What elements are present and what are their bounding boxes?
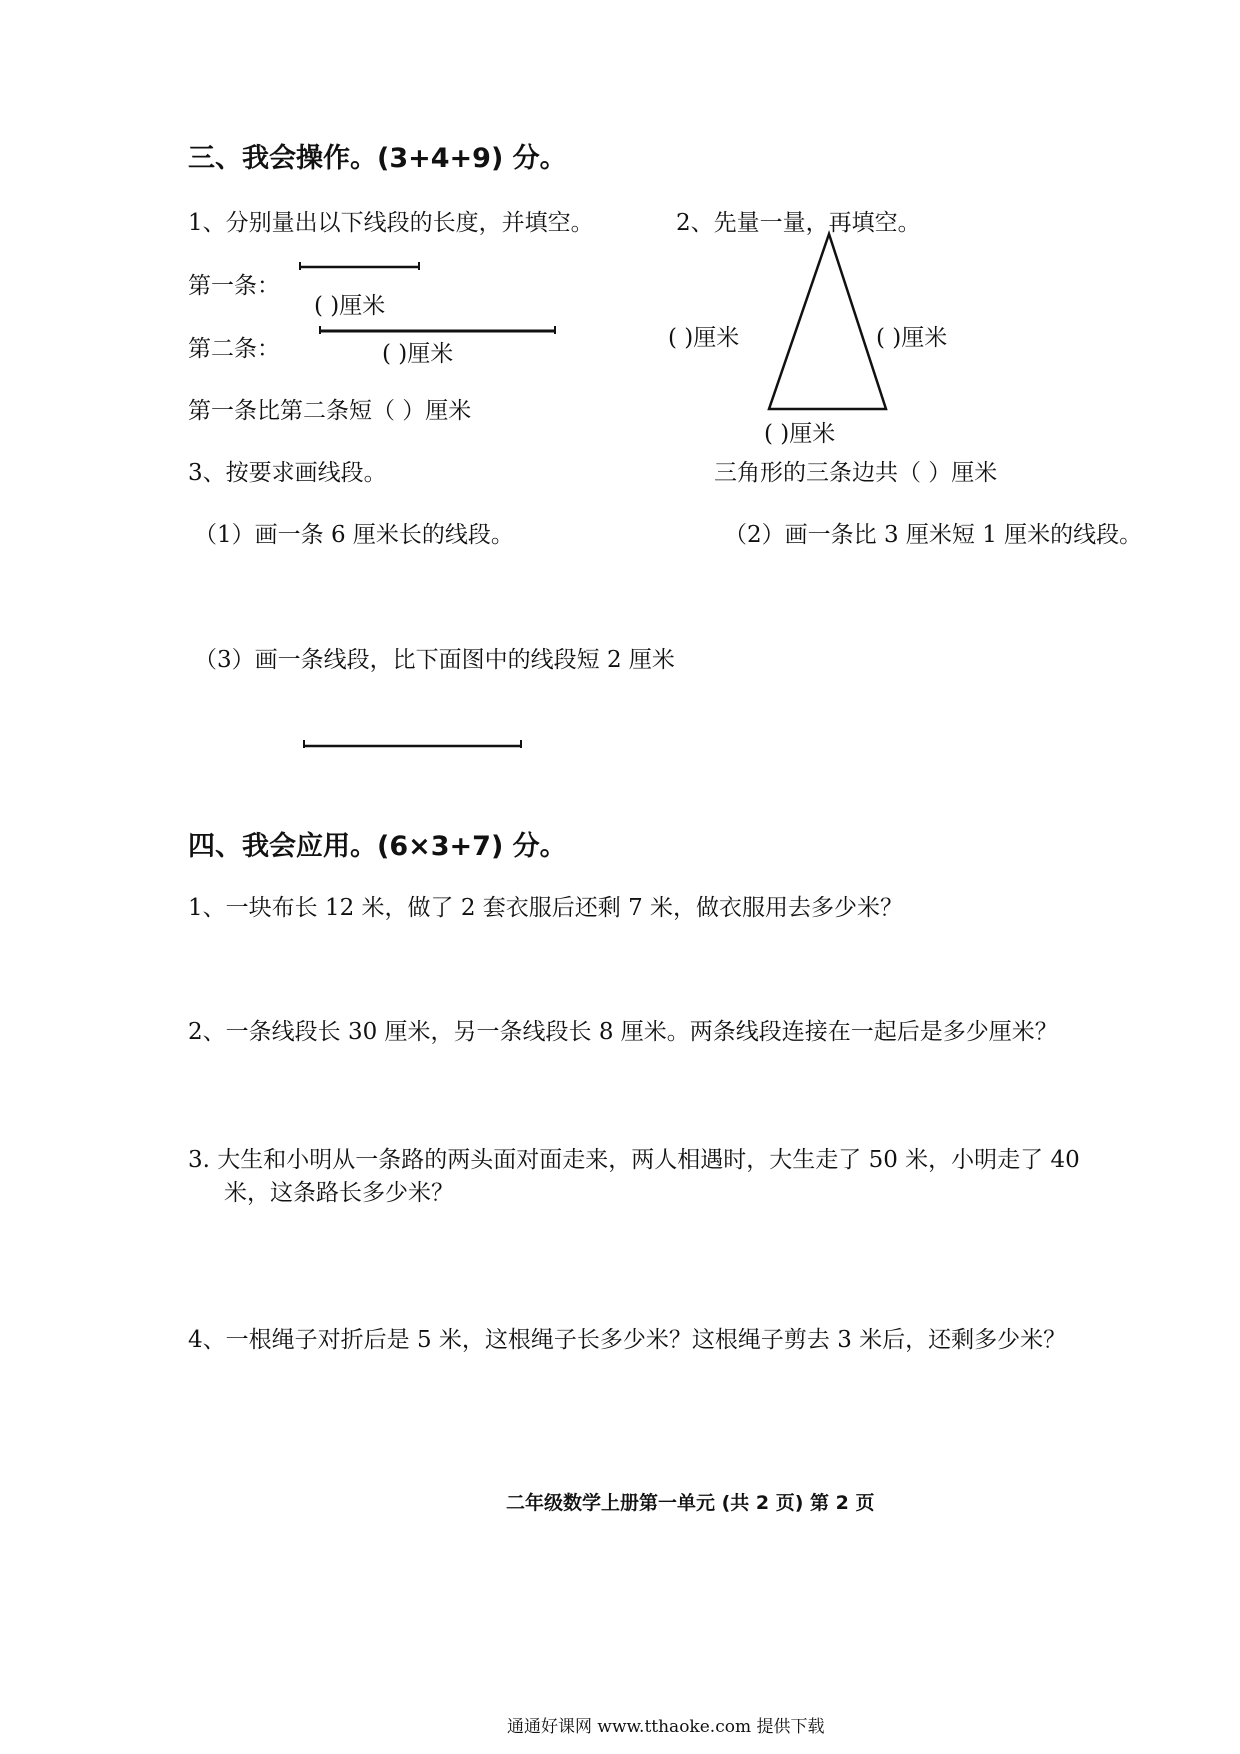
triangle-bottom-blank: ( )厘米 [764,421,836,447]
problem-3-line-1: 3. 大生和小明从一条路的两头面对面走来，两人相遇时，大生走了 50 米，小明走了 40 [188,1147,1080,1173]
segment-1 [300,262,419,270]
triangle-left-blank: ( )厘米 [668,325,740,351]
q3-item-1: （1）画一条 6 厘米长的线段。 [194,522,514,548]
reference-segment [304,740,521,748]
page-footer: 二年级数学上册第一单元 (共 2 页) 第 2 页 [506,1492,875,1514]
q3-item-3: （3）画一条线段，比下面图中的线段短 2 厘米 [194,647,675,673]
q2-prompt: 2、先量一量，再填空。 [676,210,921,236]
watermark: 通通好课网 www.tthaoke.com 提供下载 [507,1717,825,1737]
problem-4: 4、一根绳子对折后是 5 米，这根绳子长多少米？这根绳子剪去 3 米后，还剩多少米？ [188,1327,1067,1353]
problem-1: 1、一块布长 12 米，做了 2 套衣服后还剩 7 米，做衣服用去多少米？ [188,895,904,921]
q3-prompt: 3、按要求画线段。 [188,460,387,486]
section-3-heading: 三、我会操作。(3+4+9) 分。 [188,143,567,174]
section-4-heading: 四、我会应用。(6×3+7) 分。 [188,831,567,862]
line2-blank: ( )厘米 [382,341,454,367]
segment-2 [320,326,555,334]
problem-2: 2、一条线段长 30 厘米，另一条线段长 8 厘米。两条线段连接在一起后是多少厘米？ [188,1019,1058,1045]
line1-label: 第一条： [188,273,280,299]
triangle-right-blank: ( )厘米 [876,325,948,351]
line2-label: 第二条： [188,336,280,362]
compare-line: 第一条比第二条短（ ）厘米 [188,398,472,424]
problem-3-line-2: 米，这条路长多少米？ [224,1180,454,1206]
triangle-total: 三角形的三条边共（ ）厘米 [714,460,998,486]
triangle [769,234,886,409]
q3-item-2: （2）画一条比 3 厘米短 1 厘米的线段。 [724,522,1143,548]
q1-prompt: 1、分别量出以下线段的长度，并填空。 [188,210,594,236]
line1-blank: ( )厘米 [314,293,386,319]
